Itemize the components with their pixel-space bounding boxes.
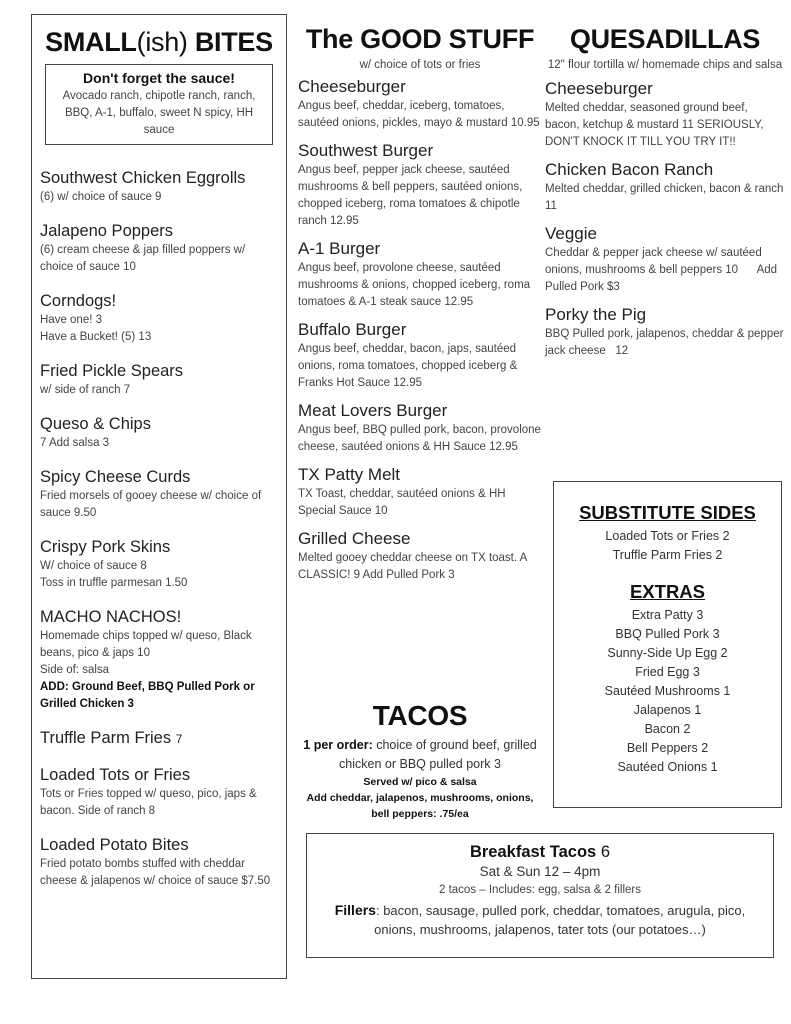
tacos-title: TACOS xyxy=(372,700,468,731)
breakfast-fillers: Fillers: bacon, sausage, pulled pork, cheddar, tomatoes, arugula, pico, onions, mushrooms, jalapenos, tater tots (our potatoes…) xyxy=(334,902,746,937)
item-name: Veggie xyxy=(545,224,597,243)
item-desc: Fried potato bombs stuffed with cheddar cheese & jalapenos w/ choice of sauce $7.50 xyxy=(40,858,271,887)
item-name: Meat Lovers Burger xyxy=(298,401,448,420)
item-name: TX Patty Melt xyxy=(298,465,401,484)
item-desc: Angus beef, BBQ pulled pork, bacon, provolone cheese, sautéed onions & HH Sauce 12.95 xyxy=(298,424,541,453)
breakfast-hours: Sat & Sun 12 – 4pm xyxy=(479,864,601,879)
menu-item xyxy=(298,528,542,584)
menu-item xyxy=(40,536,278,592)
breakfast-tacos-price: 6 xyxy=(600,843,611,861)
breakfast-includes: 2 tacos – Includes: egg, salsa & 2 fillers xyxy=(439,884,641,896)
menu-item xyxy=(40,606,278,713)
item-desc: Melted cheddar, seasoned ground beef, bacon, ketchup & mustard 11 SERIOUSLY, DON'T KNOCK IT TILL YOU TRY IT!! xyxy=(545,102,764,148)
item-name: Crispy Pork Skins xyxy=(40,538,171,556)
menu-item xyxy=(40,290,278,346)
list-item: Bacon 2 xyxy=(644,722,691,736)
item-name: A-1 Burger xyxy=(298,239,381,258)
item-desc: (6) w/ choice of sauce 9 xyxy=(40,191,162,203)
item-desc: W/ choice of sauce 8 xyxy=(40,560,147,572)
list-item: BBQ Pulled Pork 3 xyxy=(615,627,720,641)
list-item: Sautéed Mushrooms 1 xyxy=(604,684,731,698)
tacos-section xyxy=(298,700,542,822)
item-name: Jalapeno Poppers xyxy=(40,222,174,240)
breakfast-tacos-box xyxy=(306,833,774,958)
menu-item xyxy=(40,834,278,890)
item-name: Grilled Cheese xyxy=(298,529,411,548)
item-desc: Angus beef, cheddar, iceberg, tomatoes, sautéed onions, pickles, mayo & mustard 10.95 xyxy=(298,100,540,129)
sauce-list: Avocado ranch, chipotle ranch, ranch, BBQ, A-1, buffalo, sweet N spicy, HH sauce xyxy=(62,90,256,136)
menu-item xyxy=(545,159,785,215)
item-name: Corndogs! xyxy=(40,292,117,310)
item-desc: BBQ Pulled pork, jalapenos, cheddar & pepper jack cheese 12 xyxy=(545,328,787,357)
list-item: Extra Patty 3 xyxy=(631,608,704,622)
sauce-box xyxy=(45,64,273,145)
small-bites-title: SMALL(ish) BITES xyxy=(45,27,273,57)
item-desc: 7 Add salsa 3 xyxy=(40,437,110,449)
menu-item xyxy=(545,223,785,296)
tacos-add: Add cheddar, jalapenos, mushrooms, onions, bell peppers: .75/ea xyxy=(306,792,534,820)
small-bites-section xyxy=(31,14,287,979)
item-name: Truffle Parm Fries 7 xyxy=(40,729,183,747)
quesadillas-section xyxy=(545,22,785,360)
list-item: Truffle Parm Fries 2 xyxy=(612,548,723,562)
good-stuff-title: The GOOD STUFF xyxy=(305,24,535,54)
item-desc: Angus beef, cheddar, bacon, japs, sautéed onions, roma tomatoes, chopped iceberg & Franks Hot Sauce 12.95 xyxy=(298,343,518,389)
item-desc: Have one! 3 xyxy=(40,314,103,326)
item-desc-2: Toss in truffle parmesan 1.50 xyxy=(40,577,188,589)
menu-item xyxy=(545,304,785,360)
good-stuff-section xyxy=(298,22,542,584)
item-name: Fried Pickle Spears xyxy=(40,362,184,380)
quesadillas-title: QUESADILLAS xyxy=(569,24,761,54)
list-item: Loaded Tots or Fries 2 xyxy=(605,529,730,543)
menu-item xyxy=(40,413,278,452)
menu-item xyxy=(298,400,542,456)
item-name: Queso & Chips xyxy=(40,415,151,433)
item-desc: w/ side of ranch 7 xyxy=(40,384,131,396)
list-item: Fried Egg 3 xyxy=(635,665,700,679)
item-name: Southwest Burger xyxy=(298,141,434,160)
menu-item xyxy=(298,140,542,230)
menu-item xyxy=(40,727,278,750)
item-name: Cheeseburger xyxy=(545,79,653,98)
menu-item xyxy=(298,319,542,392)
menu-item xyxy=(298,238,542,311)
item-name: Cheeseburger xyxy=(298,77,406,96)
item-desc: Melted cheddar, grilled chicken, bacon & ranch 11 xyxy=(545,183,784,212)
tacos-served: Served w/ pico & salsa xyxy=(363,776,477,788)
item-desc: Tots or Fries topped w/ queso, pico, japs & bacon. Side of ranch 8 xyxy=(40,788,257,817)
item-name: Buffalo Burger xyxy=(298,320,407,339)
menu-item xyxy=(40,220,278,276)
item-desc-2: Side of: salsa xyxy=(40,664,110,676)
substitute-sides-title: SUBSTITUTE SIDES xyxy=(579,502,756,523)
item-desc: Fried morsels of gooey cheese w/ choice of sauce 9.50 xyxy=(40,490,262,519)
item-name: Loaded Potato Bites xyxy=(40,836,189,854)
item-desc-2: Have a Bucket! (5) 13 xyxy=(40,331,152,343)
quesadillas-subtitle: 12" flour tortilla w/ homemade chips and salsa xyxy=(547,59,783,71)
item-name: Spicy Cheese Curds xyxy=(40,468,191,486)
item-name: Porky the Pig xyxy=(545,305,647,324)
item-desc: TX Toast, cheddar, sautéed onions & HH Special Sauce 10 xyxy=(298,488,506,517)
menu-item xyxy=(40,167,278,206)
item-name: Southwest Chicken Eggrolls xyxy=(40,169,246,187)
tacos-per-order: 1 per order: choice of ground beef, grilled chicken or BBQ pulled pork 3 xyxy=(303,738,537,771)
extras-title: EXTRAS xyxy=(629,581,706,602)
list-item: Sautéed Onions 1 xyxy=(617,760,718,774)
item-price: 7 xyxy=(175,732,183,746)
good-stuff-subtitle: w/ choice of tots or fries xyxy=(359,59,481,71)
breakfast-tacos-title: Breakfast Tacos 6 xyxy=(469,843,611,861)
menu-item xyxy=(298,76,542,132)
menu-item xyxy=(298,464,542,520)
menu-item xyxy=(40,466,278,522)
item-name: Chicken Bacon Ranch xyxy=(545,160,714,179)
item-name: Loaded Tots or Fries xyxy=(40,766,191,784)
item-desc: Melted gooey cheddar cheese on TX toast. A CLASSIC! 9 Add Pulled Pork 3 xyxy=(298,552,527,581)
list-item: Sunny-Side Up Egg 2 xyxy=(607,646,728,660)
item-desc: Angus beef, provolone cheese, sautéed mushrooms & onions, chopped iceberg, roma tomatoes & A-1 steak sauce 12.95 xyxy=(298,262,531,308)
menu-item xyxy=(40,764,278,820)
list-item: Jalapenos 1 xyxy=(633,703,702,717)
item-desc: Homemade chips topped w/ queso, Black beans, pico & japs 10 xyxy=(40,630,252,659)
sides-extras-box xyxy=(553,481,782,808)
sauce-title: Don't forget the sauce! xyxy=(83,70,235,86)
item-desc: Cheddar & pepper jack cheese w/ sautéed onions, mushrooms & bell peppers 10 Add Pulled Pork $3 xyxy=(545,247,781,293)
item-addon: ADD: Ground Beef, BBQ Pulled Pork or Grilled Chicken 3 xyxy=(40,681,255,710)
list-item: Bell Peppers 2 xyxy=(626,741,709,755)
item-desc: (6) cream cheese & jap filled poppers w/ choice of sauce 10 xyxy=(40,244,246,273)
item-name: MACHO NACHOS! xyxy=(40,608,182,626)
menu-item xyxy=(545,78,785,151)
menu-item xyxy=(40,360,278,399)
item-desc: Angus beef, pepper jack cheese, sautéed mushrooms & bell peppers, sautéed onions, chopped iceberg, roma tomatoes & chipotle ranch 12.95 xyxy=(298,164,523,227)
